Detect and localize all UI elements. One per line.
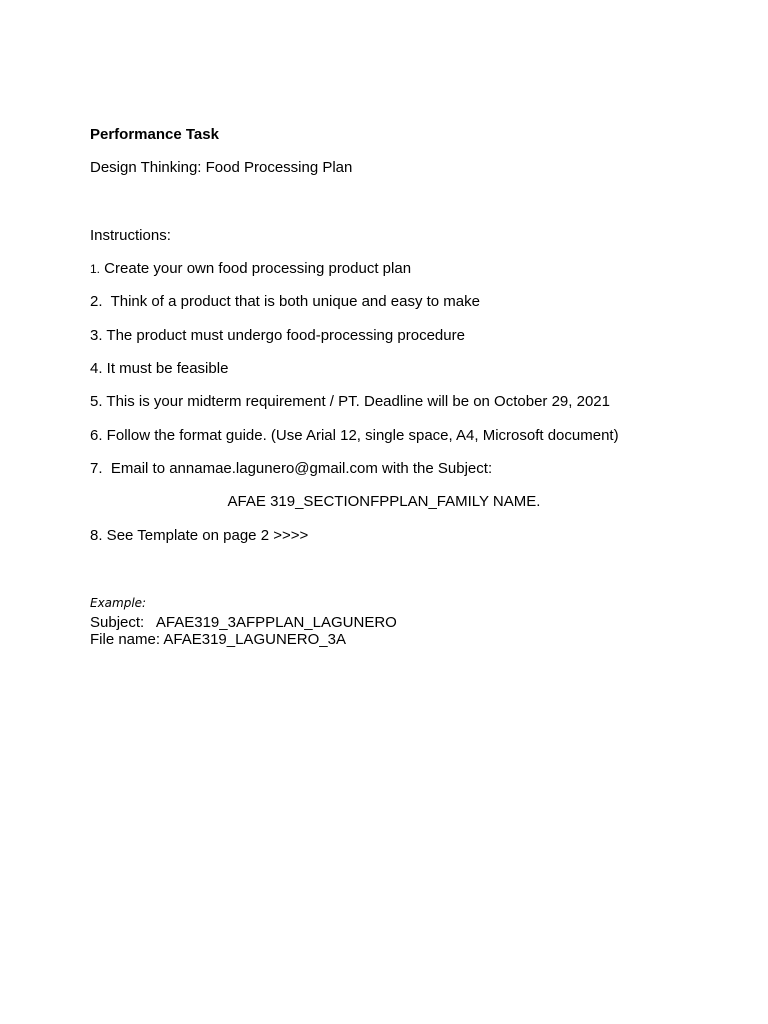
instruction-text: Follow the format guide. (Use Arial 12, single space, A4, Microsoft document) xyxy=(102,427,619,444)
instruction-item-2 xyxy=(90,293,480,311)
instruction-item-6 xyxy=(90,427,619,445)
instructions-heading: Instructions: xyxy=(90,227,171,244)
instruction-number: 5. xyxy=(90,393,103,410)
document-subtitle: Design Thinking: Food Processing Plan xyxy=(90,159,353,176)
example-subject-line xyxy=(90,614,397,632)
instruction-number: 3. xyxy=(90,327,103,344)
instruction-item-5 xyxy=(90,393,610,411)
instruction-item-4 xyxy=(90,360,228,378)
instruction-text: See Template on page 2 >>>> xyxy=(102,527,309,544)
example-subject-label: Subject: xyxy=(90,614,145,631)
example-filename-label: File name: xyxy=(90,631,161,648)
document-title: Performance Task xyxy=(90,126,219,143)
instruction-item-3 xyxy=(90,327,465,345)
instruction-item-8 xyxy=(90,527,308,545)
example-filename-value: AFAE319_LAGUNERO_3A xyxy=(163,631,346,648)
subject-format-line: AFAE 319_SECTIONFPPLAN_FAMILY NAME. xyxy=(227,493,541,510)
example-label: Example: xyxy=(90,596,147,610)
instruction-number: 2. xyxy=(90,293,103,310)
instruction-text: Create your own food processing product plan xyxy=(100,260,412,277)
instruction-number: 8. xyxy=(90,527,103,544)
instruction-number: 1. xyxy=(90,262,101,276)
instruction-text: Email to annamae.lagunero@gmail.com with the Subject: xyxy=(102,460,493,477)
instruction-number: 7. xyxy=(90,460,103,477)
example-filename-line xyxy=(90,631,346,649)
instruction-text: It must be feasible xyxy=(102,360,229,377)
instruction-item-7 xyxy=(90,460,492,478)
instruction-text: Think of a product that is both unique and easy to make xyxy=(102,293,480,310)
instruction-number: 6. xyxy=(90,427,103,444)
instruction-item-1 xyxy=(90,260,411,278)
instruction-text: This is your midterm requirement / PT. Deadline will be on October 29, 2021 xyxy=(102,393,610,410)
instruction-number: 4. xyxy=(90,360,103,377)
example-subject-value: AFAE319_3AFPPLAN_LAGUNERO xyxy=(155,614,397,631)
instruction-text: The product must undergo food-processing procedure xyxy=(102,327,465,344)
